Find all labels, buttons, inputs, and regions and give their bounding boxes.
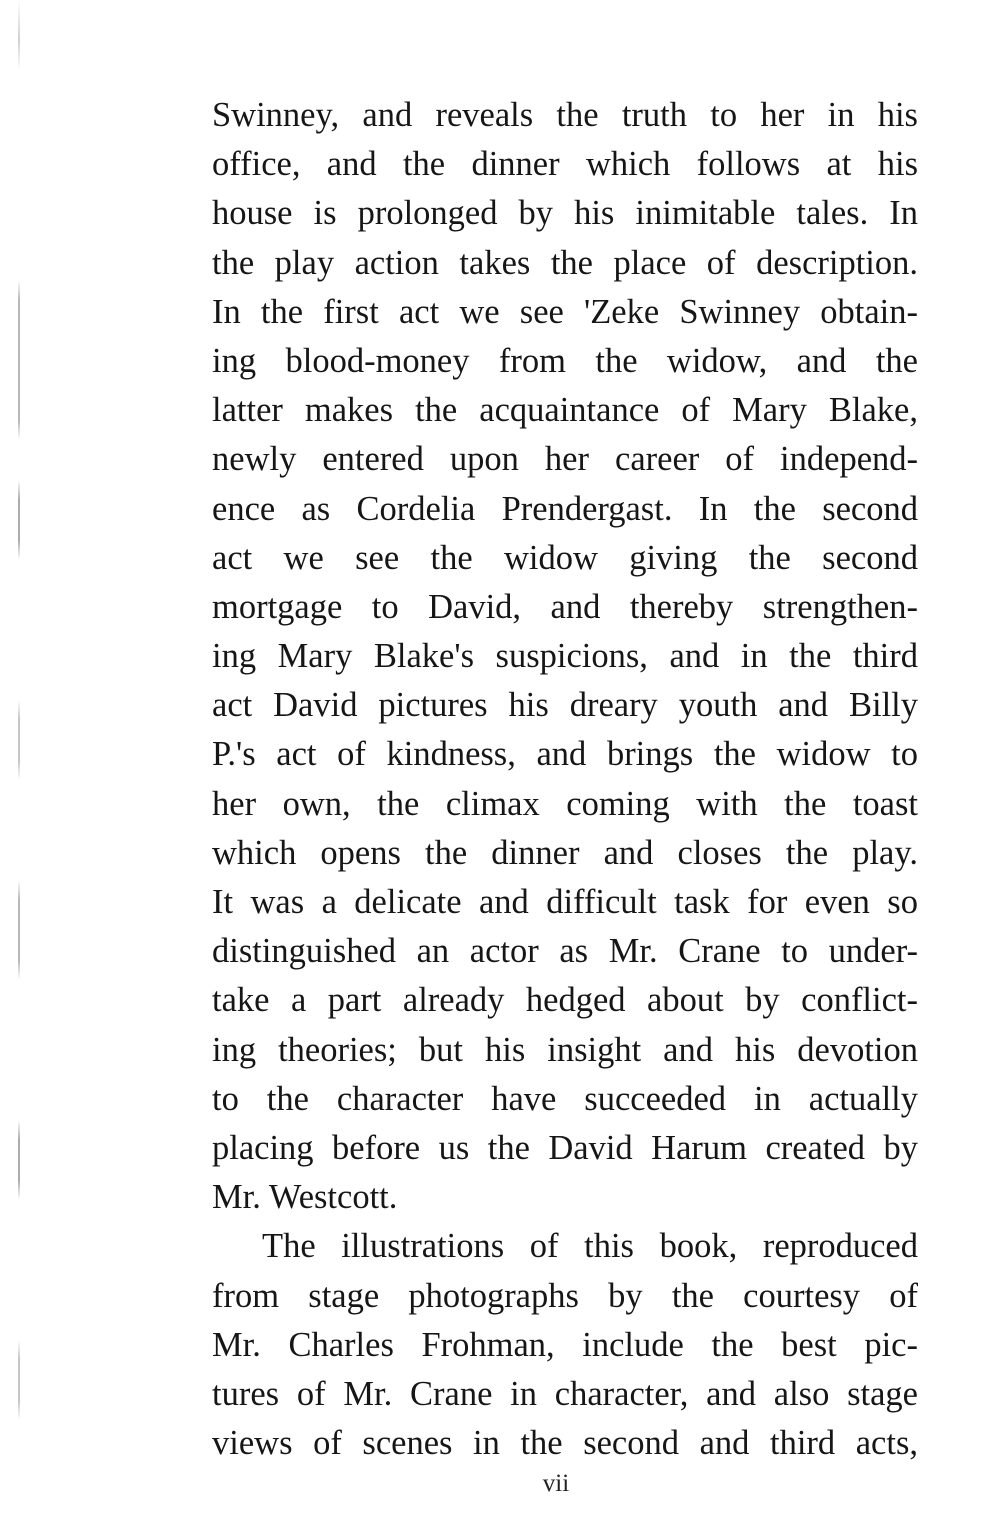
text-line: her own, the climax coming with the toast: [212, 784, 918, 823]
text-line: P.'s act of kindness, and brings the widow to: [212, 735, 918, 774]
text-line: Mr. Westcott.: [212, 1178, 398, 1217]
text-line: In the first act we see 'Zeke Swinney obtain-: [212, 292, 918, 331]
text-line: from stage photographs by the courtesy of: [212, 1276, 918, 1315]
page-number: vii: [542, 1470, 570, 1497]
text-line: It was a delicate and difficult task for even so: [212, 883, 918, 921]
scan-edge-artifact: [18, 0, 20, 1516]
text-line: newly entered upon her career of independ-: [212, 440, 918, 479]
text-line: The illustrations of this book, reproduced: [262, 1227, 918, 1266]
text-line: distinguished an actor as Mr. Crane to under-: [212, 932, 918, 971]
text-line: Mr. Charles Frohman, include the best pic-: [212, 1325, 918, 1364]
text-line: latter makes the acquaintance of Mary Blake,: [212, 391, 918, 430]
text-line: ence as Cordelia Prendergast. In the second: [212, 489, 918, 528]
text-line: ing theories; but his insight and his devotion: [212, 1030, 918, 1069]
body-text: [212, 91, 918, 1468]
text-line: the play action takes the place of description.: [212, 243, 918, 282]
text-line: take a part already hedged about by conflict-: [212, 981, 918, 1020]
text-line: ing Mary Blake's suspicions, and in the third: [212, 637, 918, 676]
text-line: ing blood-money from the widow, and the: [212, 341, 918, 380]
text-line: Swinney, and reveals the truth to her in his: [212, 96, 918, 134]
text-line: which opens the dinner and closes the play.: [212, 833, 918, 872]
text-line: office, and the dinner which follows at his: [212, 145, 918, 184]
text-line: mortgage to David, and thereby strengthen-: [212, 587, 918, 626]
text-line: tures of Mr. Crane in character, and also stage: [212, 1374, 918, 1413]
text-line: to the character have succeeded in actually: [212, 1079, 918, 1118]
text-line: house is prolonged by his inimitable tales. In: [212, 194, 918, 233]
text-line: act we see the widow giving the second: [212, 538, 918, 577]
text-line: views of scenes in the second and third acts,: [212, 1424, 918, 1463]
text-line: placing before us the David Harum created by: [212, 1128, 918, 1167]
text-line: act David pictures his dreary youth and Billy: [212, 686, 918, 725]
